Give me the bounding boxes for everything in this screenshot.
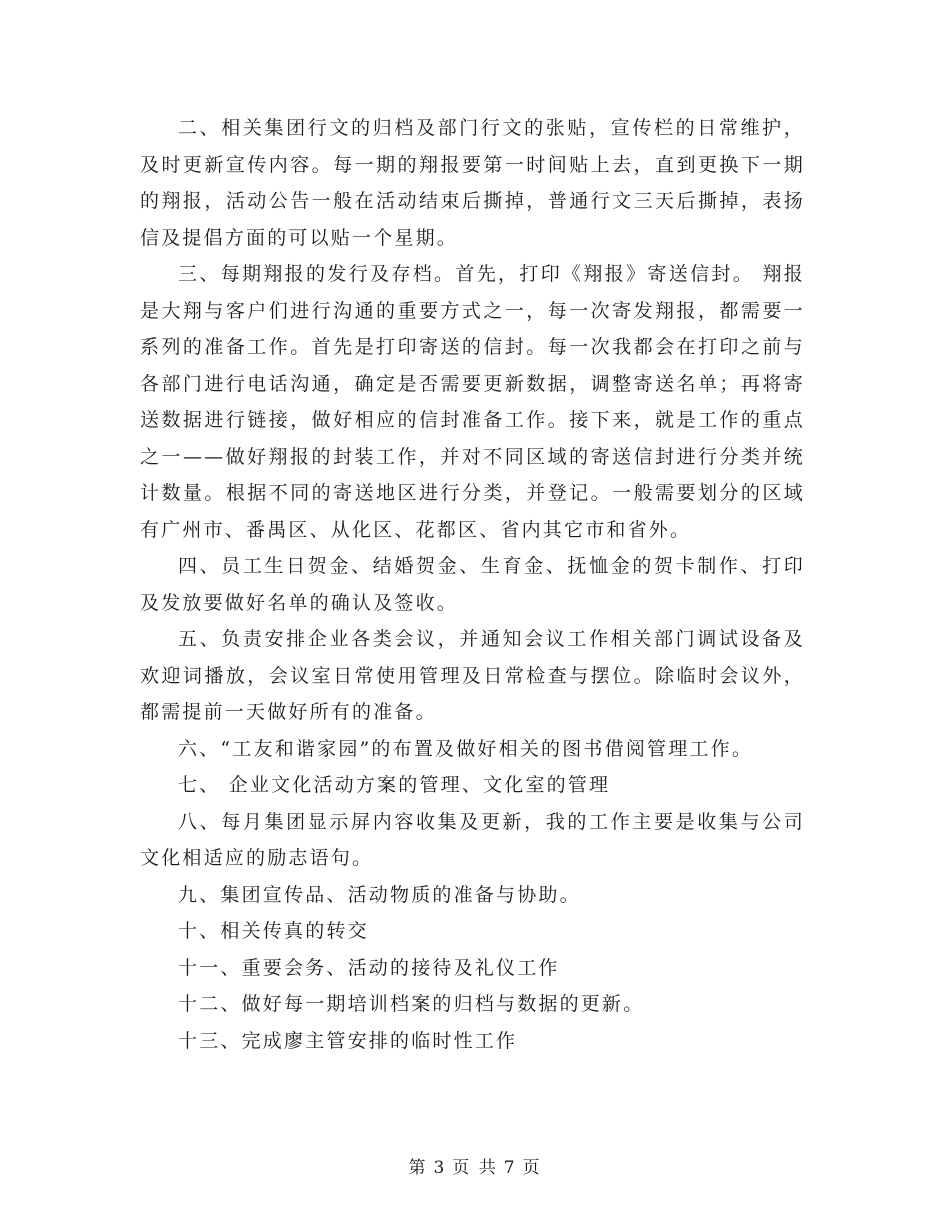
paragraph-2: 二、相关集团行文的归档及部门行文的张贴，宣传栏的日常维护，及时更新宣传内容。每一期的翔报要第一时间贴上去，直到更换下一期的翔报，活动公告一般在活动结束后撕掉，普通行文三天后撕掉，表扬信及提倡方面的可以贴一个星期。 [140,117,805,249]
paragraph-12: 十二、做好每一期培训档案的归档与数据的更新。 [178,993,645,1015]
document-body [140,110,805,1059]
footer-middle: 页 共 [452,1158,498,1178]
paragraph-3: 三、每期翔报的发行及存档。首先，打印《翔报》寄送信封。 翔报是大翔与客户们进行沟通的重要方式之一，每一次寄发翔报，都需要一系列的准备工作。首先是打印寄送的信封。每一次我都会在打印之前与各部门进行电话沟通，确定是否需要更新数据，调整寄送名单；再将寄送数据进行链接，做好相应的信封准备工作。接下来，就是工作的重点之一——做好翔报的封装工作，并对不同区域的寄送信封进行分类并统计数量。根据不同的寄送地区进行分类，并登记。一般需要划分的区域有广州市、番禺区、从化区、花都区、省内其它市和省外。 [140,263,805,541]
footer-prefix: 第 [408,1158,428,1178]
paragraph-10: 十、相关传真的转交 [178,920,369,942]
paragraph-11: 十一、重要会务、活动的接待及礼仪工作 [178,956,560,979]
paragraph-5: 五、负责安排企业各类会议，并通知会议工作相关部门调试设备及欢迎词播放，会议室日常使用管理及日常检查与摆位。除临时会议外，都需提前一天做好所有的准备。 [140,628,805,723]
paragraph-9: 九、集团宣传品、活动物质的准备与协助。 [178,883,581,906]
paragraph-8: 八、每月集团显示屏内容收集及更新，我的工作主要是收集与公司文化相适应的励志语句。 [140,810,805,869]
paragraph-7: 七、 企业文化活动方案的管理、文化室的管理 [178,774,611,796]
paragraph-13: 十三、完成廖主管安排的临时性工作 [178,1029,518,1052]
paragraph-4: 四、员工生日贺金、结婚贺金、生育金、抚恤金的贺卡制作、打印及发放要做好名单的确认及签收。 [140,555,805,614]
footer-page-number: 3 [433,1158,447,1178]
footer-suffix: 页 [522,1158,542,1178]
paragraph-6: 六、“工友和谐家园”的布置及做好相关的图书借阅管理工作。 [178,737,754,760]
page-footer [0,1153,950,1178]
footer-total-pages: 7 [503,1158,517,1178]
